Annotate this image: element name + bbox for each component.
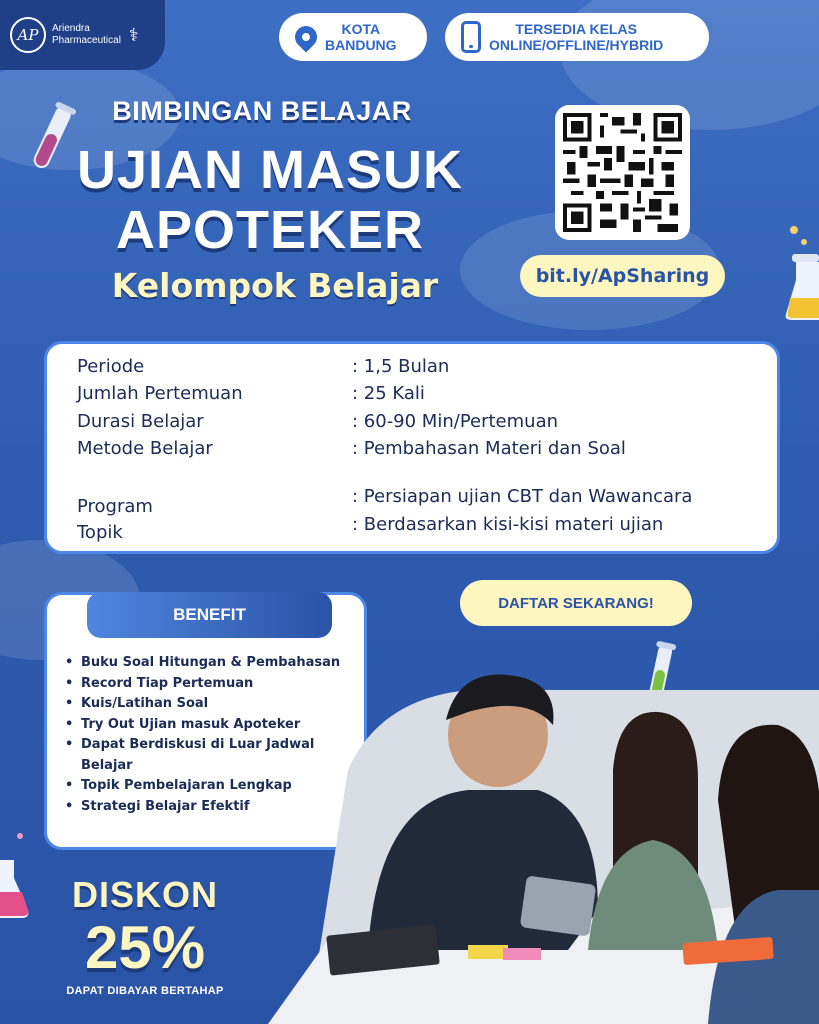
location-line1: KOTA bbox=[341, 21, 381, 37]
qr-code[interactable] bbox=[555, 105, 690, 240]
benefit-item: • Strategi Belajar Efektif bbox=[63, 797, 363, 818]
headline-group: Kelompok Belajar bbox=[111, 266, 439, 305]
class-line2: ONLINE/OFFLINE/HYBRID bbox=[489, 37, 664, 53]
detail-value: : Persiapan ujian CBT dan Wawancara bbox=[352, 486, 693, 507]
benefit-item: • Buku Soal Hitungan & Pembahasan bbox=[63, 653, 363, 674]
detail-label: Program bbox=[77, 496, 153, 517]
discount-banner bbox=[30, 875, 260, 997]
brand-logo bbox=[0, 0, 165, 70]
detail-label: Periode bbox=[77, 356, 145, 377]
benefit-item: • Kuis/Latihan Soal bbox=[63, 694, 363, 715]
registration-link[interactable]: bit.ly/ApSharing bbox=[520, 255, 725, 297]
benefit-item: • Try Out Ujian masuk Apoteker bbox=[63, 715, 363, 736]
class-mode-badge bbox=[445, 13, 709, 61]
detail-label: Topik bbox=[77, 522, 123, 543]
detail-value: : 25 Kali bbox=[352, 383, 425, 404]
location-badge bbox=[279, 13, 427, 61]
location-pin-icon bbox=[290, 21, 321, 52]
detail-label: Jumlah Pertemuan bbox=[77, 383, 243, 404]
discount-word: DISKON bbox=[71, 874, 218, 915]
detail-value: : 60-90 Min/Pertemuan bbox=[352, 411, 559, 432]
headline-title bbox=[70, 140, 470, 260]
detail-label: Metode Belajar bbox=[77, 438, 213, 459]
headline-title-line2: APOTEKER bbox=[115, 200, 425, 260]
detail-value: : Pembahasan Materi dan Soal bbox=[352, 438, 626, 459]
detail-value: : Berdasarkan kisi-kisi materi ujian bbox=[352, 514, 664, 535]
logo-monogram: AP bbox=[10, 17, 46, 53]
flask-icon bbox=[0, 830, 34, 920]
test-tube-icon bbox=[26, 100, 76, 180]
benefit-item: • Record Tiap Pertemuan bbox=[63, 674, 363, 695]
brand-name-line2: Pharmaceutical bbox=[52, 35, 121, 46]
smartphone-icon bbox=[461, 21, 481, 53]
headline-title-line1: UJIAN MASUK bbox=[76, 140, 464, 200]
mortar-pestle-icon: ⚕ bbox=[128, 24, 139, 46]
benefit-title: BENEFIT bbox=[87, 592, 332, 638]
flask-icon bbox=[784, 222, 819, 322]
headline-subtitle: BIMBINGAN BELAJAR bbox=[112, 96, 412, 126]
register-now-button[interactable]: DAFTAR SEKARANG! bbox=[460, 580, 692, 626]
students-photo bbox=[268, 650, 819, 1024]
class-line1: TERSEDIA KELAS bbox=[515, 21, 637, 37]
discount-amount: 25% bbox=[84, 914, 206, 981]
qr-code-icon bbox=[563, 113, 682, 232]
location-line2: BANDUNG bbox=[325, 37, 397, 53]
brand-name bbox=[52, 23, 121, 47]
benefit-item: • Dapat Berdiskusi di Luar Jadwal Belajar bbox=[63, 735, 363, 776]
detail-label: Durasi Belajar bbox=[77, 411, 204, 432]
detail-value: : 1,5 Bulan bbox=[352, 356, 450, 377]
discount-note: DAPAT DIBAYAR BERTAHAP bbox=[66, 985, 224, 997]
brand-name-line1: Ariendra bbox=[52, 23, 90, 34]
program-details-card bbox=[44, 341, 780, 554]
benefit-item: • Topik Pembelajaran Lengkap bbox=[63, 776, 363, 797]
